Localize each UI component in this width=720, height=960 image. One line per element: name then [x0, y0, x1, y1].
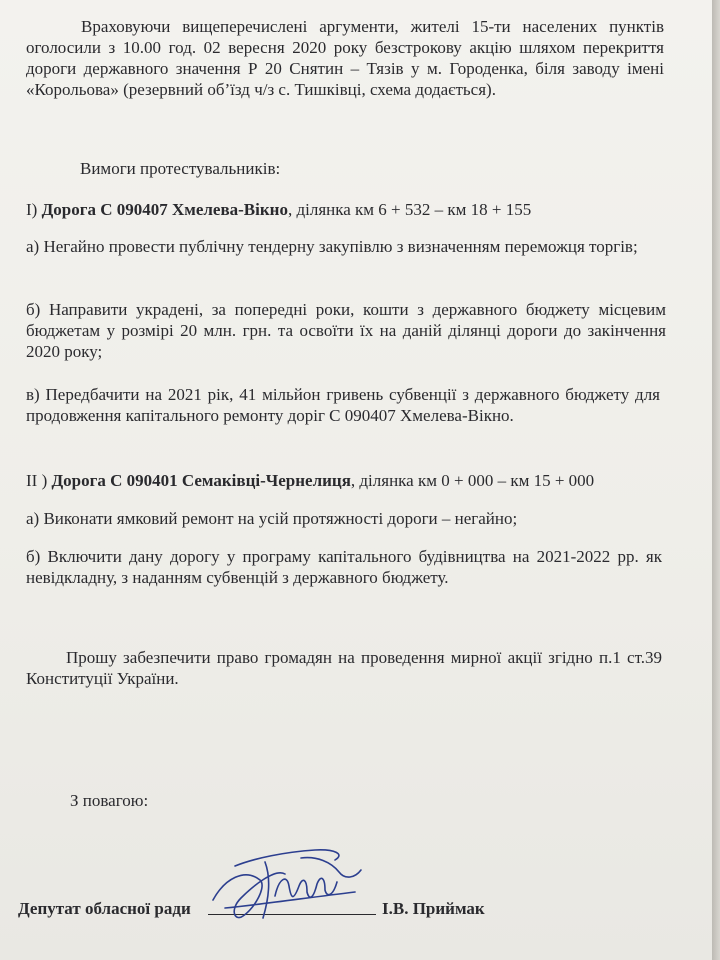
demand-1b: б) Направити украдені, за попередні роки, кошти з державного бюджету місцевим бюджетам у розмірі 20 млн. грн. та освоїти їх на даній ділянці дороги до закінчення 2020 року;: [26, 300, 666, 361]
section-2-heading: [26, 470, 666, 491]
page-edge-shadow: [712, 0, 720, 960]
closing-regards: З повагою:: [70, 791, 149, 810]
section-1-segment: , ділянка км 6 + 532 – км 18 + 155: [287, 200, 532, 219]
section-1-road: Дорога С 090407 Хмелева-Вікно: [41, 200, 288, 219]
section-2-prefix: II ): [26, 471, 52, 490]
demand-1a: а) Негайно провести публічну тендерну закупівлю з визначенням переможця торгів;: [26, 237, 638, 256]
section-1-heading: [26, 199, 666, 220]
signatory-title: Депутат обласної ради: [18, 899, 191, 918]
demand-2a: а) Виконати ямковий ремонт на усій протяжності дороги – негайно;: [26, 509, 518, 528]
demand-2b: б) Включити дану дорогу у програму капітального будівництва на 2021-2022 рр. як невідкладну, з наданням субвенцій з державного бюджету.: [26, 547, 662, 587]
section-2-road: Дорога С 090401 Семаківці-Чернелиця: [51, 471, 351, 490]
demand-1v: в) Передбачити на 2021 рік, 41 мільйон гривень субвенції з державного бюджету для продовження капітального ремонту доріг С 090407 Хмелева-Вікно.: [26, 385, 660, 425]
signatory-name: І.В. Приймак: [382, 899, 485, 918]
intro-paragraph: Враховуючи вищеперечислені аргументи, жителі 15-ти населених пунктів оголосили з 10.00 год. 02 вересня 2020 року безстрокову акцію шляхом перекриття дороги державного значення Р 20 Снятин – Тязів у м. Городенка, біля заводу імені «Корольова» (резервний об’їзд ч/з с. Тишківці, схема додається).: [26, 17, 664, 99]
handwritten-signature: [205, 838, 365, 928]
section-1-prefix: I): [26, 200, 42, 219]
demands-heading: Вимоги протестувальників:: [80, 159, 281, 178]
request-paragraph: Прошу забезпечити право громадян на проведення мирної акції згідно п.1 ст.39 Конституції України.: [26, 648, 662, 688]
section-2-segment: , ділянка км 0 + 000 – км 15 + 000: [350, 471, 595, 490]
